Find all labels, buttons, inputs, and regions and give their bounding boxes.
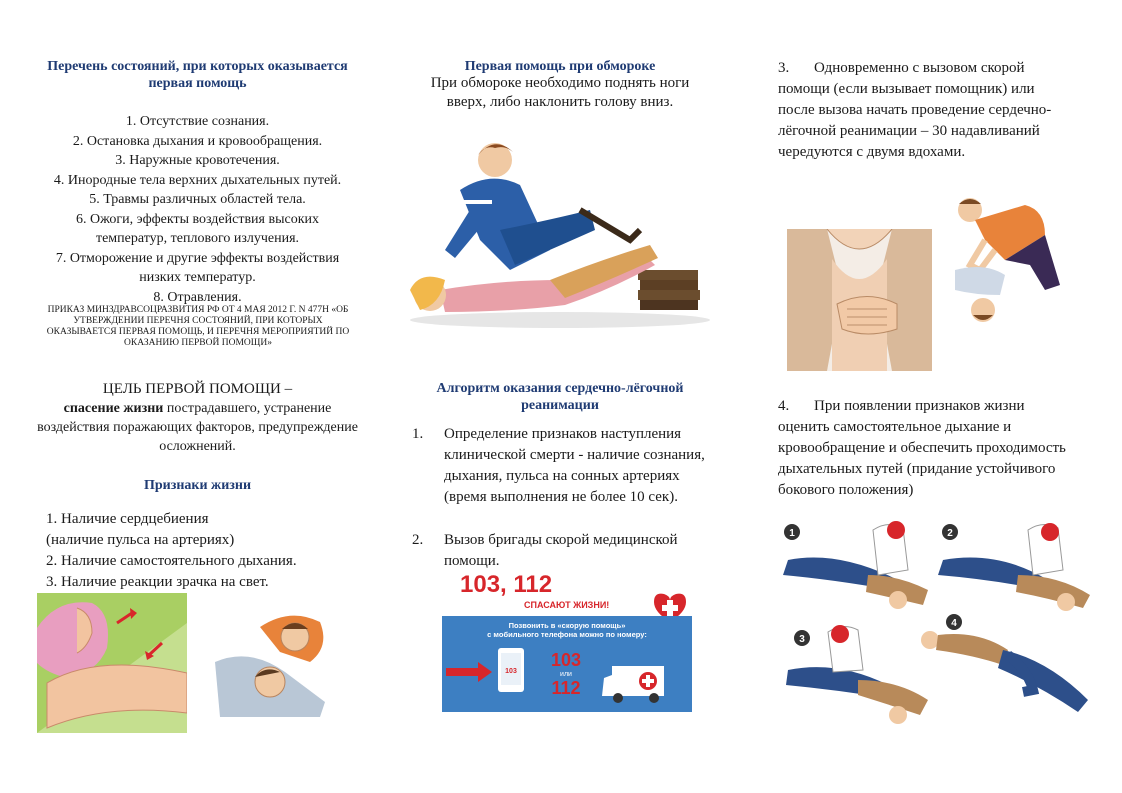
step-number: 2. <box>412 532 424 548</box>
step-number: 1. <box>412 426 424 442</box>
step-3 <box>778 58 1078 168</box>
recovery-panel-1 <box>783 521 928 609</box>
list-item: 5. Травмы различных областей тела. <box>89 192 306 207</box>
cpr-steps <box>412 424 712 574</box>
step-text: Определение признаков наступления клинической смерти - наличие сознания, дыхания, пульса на сонных артериях (время выполнения не более 10 сек). <box>444 426 705 505</box>
breath-check-illustration <box>210 607 330 717</box>
list-item: 7. Отморожение и другие эффекты воздействия низких температур. <box>55 250 340 285</box>
step-number: 4. <box>778 398 790 414</box>
recovery-position-illustration <box>778 520 1098 730</box>
conditions-list <box>30 112 365 307</box>
cpr-title: Алгоритм оказания сердечно-лёгочной реанимации <box>436 381 684 413</box>
poster-or: или <box>560 671 572 678</box>
signs-list <box>46 509 366 593</box>
poster-call-text-2: с мобильного телефона можно по номеру: <box>487 630 647 639</box>
cpr-rescuer-illustration <box>945 190 1080 325</box>
goal-title: ЦЕЛЬ ПЕРВОЙ ПОМОЩИ – <box>102 381 293 397</box>
phone-screen-number: 103 <box>505 668 517 675</box>
list-item: 2. Наличие самостоятельного дыхания. <box>46 553 297 569</box>
conditions-title: Перечень состояний, при которых оказывается первая помощь <box>47 59 348 91</box>
list-item: 3. Наружные кровотечения. <box>115 153 280 168</box>
poster-slogan: СПАСАЮТ ЖИЗНИ! <box>524 600 610 610</box>
poster-number-a: 103 <box>550 650 582 670</box>
list-item: 6. Ожоги, эффекты воздействия высоких температур, теплового излучения. <box>75 211 320 246</box>
goal-rest: пострадавшего, устранение воздействия поражающих факторов, предупреждение осложнений. <box>37 401 358 454</box>
recovery-panel-4 <box>921 614 1088 712</box>
step-4 <box>778 396 1078 526</box>
step-text: Одновременно с вызовом скорой помощи (если вызывает помощник) или после вызова начать проведение сердечно-лёгочной реанимации – 30 надавливаний чередуются с двумя вдохами. <box>778 60 1052 160</box>
goal-text <box>30 399 365 456</box>
panel-number: 3 <box>799 634 805 645</box>
phone-icon <box>498 648 524 692</box>
step-number: 3. <box>778 60 790 76</box>
step-text: Вызов бригады скорой медицинской помощи. <box>444 532 678 569</box>
faint-text: При обмороке необходимо поднять ноги вверх, либо наклонить голову вниз. <box>430 75 690 110</box>
chest-compression-illustration <box>787 229 932 371</box>
list-item: 2. Остановка дыхания и кровообращения. <box>72 133 323 149</box>
pulse-check-illustration <box>37 593 187 733</box>
list-item: 1. Наличие сердцебиения <box>46 511 209 527</box>
emergency-numbers-poster <box>442 570 692 712</box>
list-item: 4. Инородные тела верхних дыхательных путей. <box>53 172 342 188</box>
poster-call-text-1: Позвонить в «скорую помощь» <box>508 621 626 630</box>
poster-numbers: 103, 112 <box>460 571 553 598</box>
list-item: (наличие пульса на артериях) <box>46 532 235 548</box>
panel-number: 1 <box>789 528 795 539</box>
panel-number: 4 <box>951 618 957 629</box>
list-item: 8. Отравления. <box>153 289 242 305</box>
recovery-panel-2 <box>938 523 1090 611</box>
faint-title: Первая помощь при обмороке <box>464 59 656 74</box>
list-item: 3. Наличие реакции зрачка на свет. <box>46 574 269 590</box>
order-note: ПРИКАЗ МИНЗДРАВСОЦРАЗВИТИЯ РФ ОТ 4 МАЯ 2012 Г. N 477Н «ОБ УТВЕРЖДЕНИИ ПЕРЕЧНЯ СОСТОЯНИЙ, ПРИ КОТОРЫХ ОКАЗЫВАЕТСЯ ПЕРВАЯ ПОМОЩЬ, И ПЕРЕЧНЯ МЕРОПРИЯТИЙ ПО ОКАЗАНИЮ ПЕРВОЙ ПОМОЩИ» <box>46 305 350 348</box>
panel-number: 2 <box>947 528 953 539</box>
goal-bold: спасение жизни <box>63 401 164 416</box>
recovery-panel-3 <box>786 625 928 724</box>
signs-title: Признаки жизни <box>143 478 252 493</box>
poster-number-b: 112 <box>551 678 581 698</box>
goal-block <box>30 380 365 456</box>
step-text: При появлении признаков жизни оценить самостоятельное дыхание и кровообращение и обеспечить проходимость дыхательных путей (придание устойчивого бокового положения) <box>778 398 1066 498</box>
faint-aid-illustration <box>400 130 720 330</box>
list-item: 1. Отсутствие сознания. <box>125 114 270 129</box>
